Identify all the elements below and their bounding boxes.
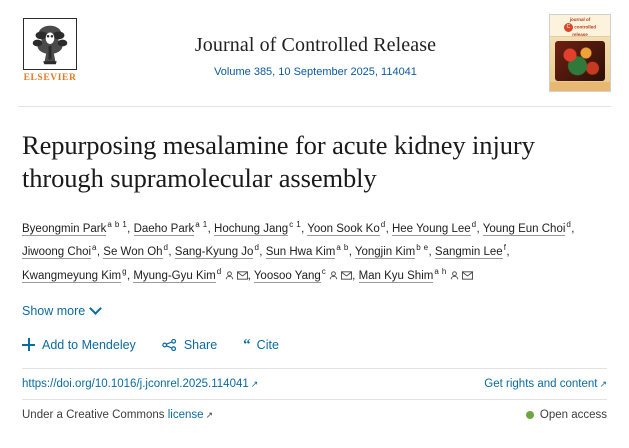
- cover-line-2: controlled: [574, 24, 597, 30]
- author-item[interactable]: [307, 219, 386, 235]
- author-separator: ,: [207, 222, 215, 235]
- author-separator: ,: [506, 246, 510, 259]
- author-separator: ,: [348, 246, 355, 259]
- license-row: [22, 400, 607, 421]
- cover-masthead: [550, 15, 610, 37]
- share-label: Share: [183, 337, 218, 352]
- author-item[interactable]: [482, 219, 575, 235]
- author-separator: ,: [385, 222, 392, 235]
- author-item[interactable]: [214, 219, 302, 235]
- share-icon: [162, 339, 177, 351]
- author-affiliation-marker: d: [471, 219, 477, 229]
- author-email-icon[interactable]: [341, 268, 352, 287]
- cover-footer-band: [550, 82, 610, 91]
- external-link-icon: ↗: [205, 409, 214, 420]
- author-affiliation-marker: d: [380, 219, 386, 229]
- author-name[interactable]: Se Won Oh: [103, 246, 163, 259]
- journal-header: [0, 0, 629, 100]
- cite-label: Cite: [256, 337, 279, 352]
- author-separator: ,: [428, 246, 435, 259]
- author-item[interactable]: [265, 243, 349, 259]
- add-to-mendeley-label: Add to Mendeley: [42, 337, 136, 352]
- open-access-badge: [526, 409, 607, 421]
- external-link-icon: ↗: [599, 378, 607, 389]
- author-name[interactable]: Sangmin Lee: [434, 246, 503, 259]
- external-link-icon: ↗: [250, 378, 259, 389]
- header-divider: [18, 106, 611, 107]
- publisher-wordmark: ELSEVIER: [23, 73, 77, 83]
- author-item[interactable]: [253, 266, 352, 282]
- author-name[interactable]: Jiwoong Choi: [22, 246, 92, 259]
- author-email-icon[interactable]: [237, 268, 248, 287]
- author-separator: ,: [126, 269, 134, 282]
- license-text: [22, 409, 213, 421]
- article-content: [0, 129, 629, 421]
- author-item[interactable]: [358, 266, 473, 282]
- author-name[interactable]: Young Eun Choi: [482, 222, 566, 235]
- author-item[interactable]: [103, 243, 169, 259]
- author-separator: ,: [352, 269, 359, 282]
- author-affiliation-marker: c 1: [289, 219, 302, 229]
- author-name[interactable]: Kwangmeyung Kim: [22, 269, 122, 282]
- author-affiliation-marker: a: [92, 243, 97, 253]
- author-item[interactable]: [133, 266, 247, 282]
- chevron-down-icon: [89, 302, 102, 315]
- author-separator: ,: [259, 246, 266, 259]
- author-profile-icon[interactable]: [329, 268, 338, 287]
- author-name[interactable]: Sang-Kyung Jo: [174, 246, 254, 259]
- author-item[interactable]: [133, 219, 208, 235]
- author-affiliation-marker: a b: [336, 243, 349, 253]
- author-affiliation-marker: a h: [434, 266, 447, 276]
- author-affiliation-marker: f: [503, 243, 507, 253]
- share-button[interactable]: [162, 338, 217, 352]
- author-affiliation-marker: b e: [416, 243, 429, 253]
- author-item[interactable]: [22, 243, 97, 259]
- author-name[interactable]: Byeongmin Park: [22, 222, 107, 235]
- show-more-button[interactable]: [22, 304, 100, 318]
- cover-artwork: [555, 41, 605, 81]
- elsevier-tree-icon: [23, 18, 77, 70]
- cite-button[interactable]: [243, 338, 279, 352]
- journal-issue-line[interactable]: Volume 385, 10 September 2025, 114041: [214, 66, 417, 78]
- author-name[interactable]: Man Kyu Shim: [358, 269, 434, 282]
- author-name[interactable]: Hochung Jang: [214, 222, 289, 235]
- author-name[interactable]: Hee Young Lee: [391, 222, 471, 235]
- author-separator: ,: [247, 269, 254, 282]
- author-item[interactable]: [22, 219, 128, 235]
- author-affiliation-marker: g: [122, 266, 127, 276]
- journal-cover-thumbnail[interactable]: [549, 14, 611, 92]
- author-name[interactable]: Myung-Gyu Kim: [133, 269, 216, 282]
- author-name[interactable]: Sun Hwa Kim: [265, 246, 336, 259]
- author-name[interactable]: Yongjin Kim: [354, 246, 416, 259]
- author-separator: ,: [127, 222, 134, 235]
- doi-link-text: https://doi.org/10.1016/j.jconrel.2025.114041: [22, 377, 249, 390]
- get-rights-and-content-link[interactable]: [484, 378, 607, 390]
- action-bar: [22, 338, 607, 352]
- author-item[interactable]: [391, 219, 477, 235]
- author-item[interactable]: [22, 266, 127, 282]
- author-profile-icon[interactable]: [450, 268, 459, 287]
- cover-badge: C: [564, 23, 573, 32]
- doi-row: [22, 368, 607, 400]
- doi-link[interactable]: [22, 378, 258, 390]
- author-affiliation-marker: d: [254, 243, 260, 253]
- author-item[interactable]: [174, 243, 260, 259]
- author-profile-icon[interactable]: [225, 268, 234, 287]
- author-separator: ,: [96, 246, 104, 259]
- add-to-mendeley-button[interactable]: [22, 338, 136, 352]
- author-affiliation-marker: d: [163, 243, 169, 253]
- publisher-logo[interactable]: [18, 12, 82, 83]
- author-affiliation-marker: d: [566, 219, 572, 229]
- plus-icon: [22, 338, 35, 351]
- rights-link-text: Get rights and content: [484, 377, 598, 390]
- quote-icon: “: [243, 336, 250, 353]
- author-affiliation-marker: c: [321, 266, 327, 276]
- author-separator: ,: [571, 222, 575, 235]
- author-separator: ,: [168, 246, 175, 259]
- author-name[interactable]: Yoosoo Yang: [253, 269, 321, 282]
- author-affiliation-marker: d: [216, 266, 222, 276]
- license-link[interactable]: license: [167, 408, 204, 421]
- cover-line-3: release: [572, 31, 588, 37]
- author-affiliation-marker: a b 1: [107, 219, 128, 229]
- author-separator: ,: [476, 222, 483, 235]
- show-more-label: Show more: [22, 303, 86, 318]
- author-item[interactable]: [434, 243, 507, 259]
- page-title: Repurposing mesalamine for acute kidney injury through supramolecular assembly: [22, 130, 535, 194]
- author-item[interactable]: [354, 243, 429, 259]
- author-name[interactable]: Daeho Park: [133, 222, 195, 235]
- author-list: [22, 217, 607, 288]
- author-separator: ,: [301, 222, 308, 235]
- cover-line-1: journal of: [569, 17, 591, 22]
- journal-title[interactable]: Journal of Controlled Release: [194, 34, 437, 56]
- author-affiliation-marker: a 1: [195, 219, 208, 229]
- open-access-dot-icon: [526, 411, 534, 419]
- author-email-icon[interactable]: [462, 268, 473, 287]
- author-name[interactable]: Yoon Sook Ko: [307, 222, 380, 235]
- open-access-label: Open access: [539, 408, 607, 421]
- journal-info: [82, 12, 549, 78]
- license-prefix: Under a Creative Commons: [22, 408, 165, 421]
